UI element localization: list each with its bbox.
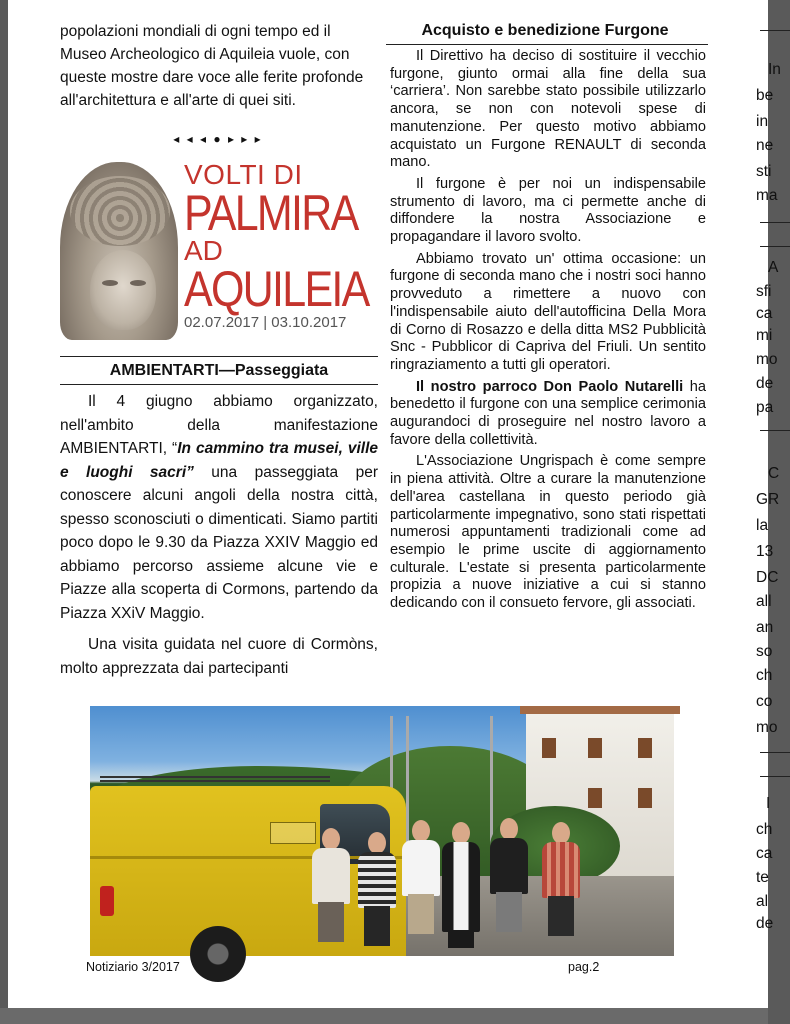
furgone-paragraph-2: Il furgone è per noi un indispensabile strumento di lavoro, ma ci permette anche di diffondere la nostra Associazione e propagandare il lavoro svolto. [390,175,706,246]
furgone-paragraph-5: L'Associazione Ungrispach è come sempre in piena attività. Oltre a curare la manutenzione dell'area castellana in questo periodo già particolarmente impegnativo, sono stati rispettati numerosi appuntamenti tradizionali come ad esempio le prime uscite di aggiornamento culturale. L'estate si presenta particolarmente propizia a nuove iniziative a cui si stanno dedicando con il consueto fervore, gli associati. [390,453,706,612]
section-divider [386,44,708,45]
furgone-paragraph-3: Abbiamo trovato un' ottima occasione: un furgone di seconda mano che i nostri soci hanno provveduto a rimettere a nuovo con l'indispensabile aiuto dell'autofficina Della Mora di Corno di Rosazzo e della ditta MS2 Pubblicità Snc - Pubblicor di Capriva del Friuli. Un sentito ringraziamento a tutti gli operatori. [390,250,706,373]
poster-line-palmira: PALMIRA [184,185,358,241]
poster-dates: 02.07.2017 | 03.10.2017 [184,314,347,331]
furgone-paragraph-4: Il nostro parroco Don Paolo Nutarelli ha benedetto il furgone con una semplice cerimonia augurandoci di proseguire nel nostro lavoro a favore della collettività. [390,378,706,448]
page-number: pag.2 [568,960,600,974]
exhibition-poster [60,156,369,340]
intro-paragraph: popolazioni mondiali di ogni tempo ed il Museo Archeologico di Aquileia vuole, con queste mostre dare voce alle ferite profonde all'architettura e all'arte di quei siti. [60,23,364,109]
poster-line-volti: VOLTI DI [184,159,303,190]
ambientarti-paragraph-2: Una visita guidata nel cuore di Cormòns, molto apprezzata dai partecipanti [60,636,378,677]
newsletter-page [8,0,781,1008]
ambientarti-heading: AMBIENTARTI—Passeggiata [109,362,329,379]
furgone-heading: Acquisto e benedizione Furgone [421,22,669,39]
newsletter-issue: Notiziario 3/2017 [86,960,180,974]
sculpture-image [60,162,178,340]
van-blessing-photo [90,706,674,956]
section-divider [60,356,378,357]
section-divider [60,384,378,385]
furgone-paragraph-1: Il Direttivo ha deciso di sostituire il vecchio furgone, giunto ormai alla fine della sua ‘carriera’. Non sarebbe stato possibile utilizzarlo ancora, se non con notevoli spese di manutenzione. Per questo motivo abbiamo acquistato un Furgone RENAULT di seconda mano. [390,48,706,171]
poster-title [184,159,369,332]
viewer-bottom-bar [0,1008,768,1024]
furgone-article [390,48,706,613]
poster-line-aquileia: AQUILEIA [184,261,369,317]
event-title: In cammino tra musei, ville e luoghi sacri” [60,440,379,481]
poster-line-ad: AD [184,235,223,266]
ambientarti-paragraph-1: Il 4 giugno abbiamo organizzato, nell'ambito della manifestazione AMBIENTARTI, “In cammino tra musei, ville e luoghi sacri” una passeggiata per conoscere alcuni angoli della nostra città, spesso sconosciuti o dimenticati. Siamo partiti poco dopo le 9.30 da Piazza XXIV Maggio ed abbiamo percorso assieme alcune vie e Piazze alla scoperta di Cormons, partendo da Piazza XXiV Maggio. [60,393,379,622]
cropped-column: In be in ne sti ma A sfi ca mi mo de pa C GR la 13 DC all an so ch co mo I ch ca te al de [756,0,786,1008]
carousel-dots[interactable]: ◂ ◂ ◂ ● ▸ ▸ ▸ [173,132,263,146]
ambientarti-article [60,390,378,680]
